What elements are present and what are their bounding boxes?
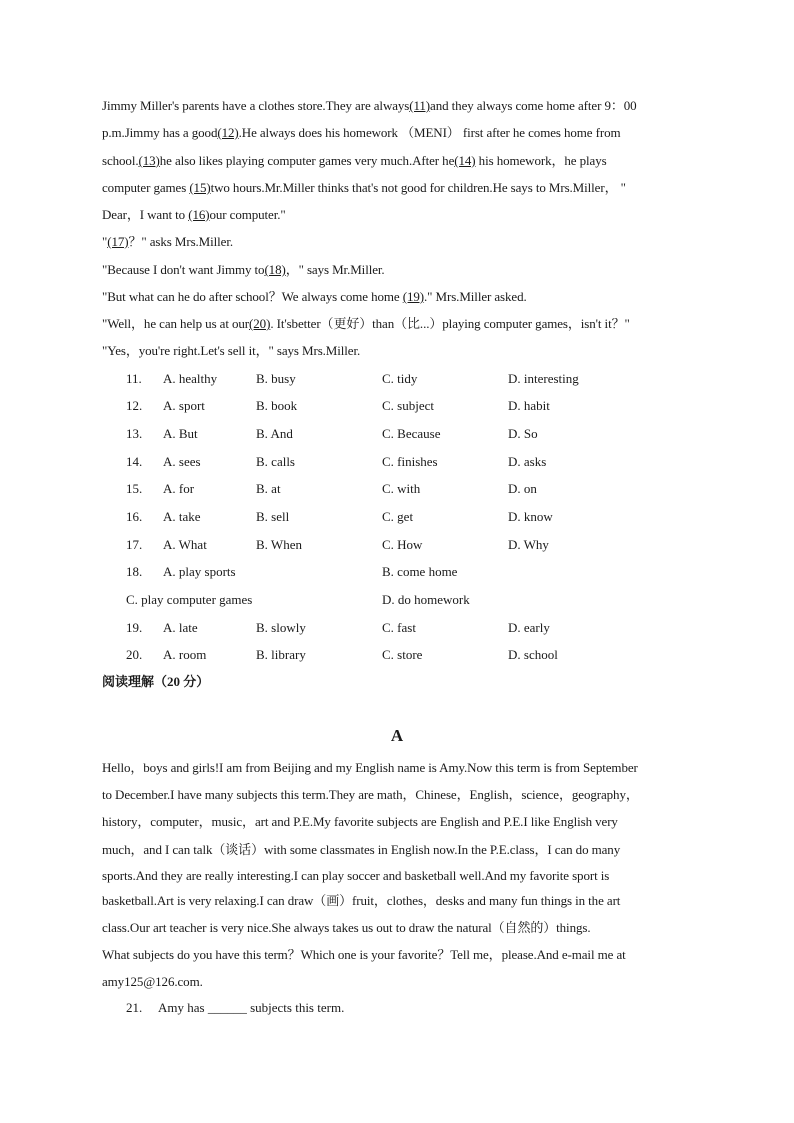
text: "Because I don't want Jimmy to <box>102 262 265 277</box>
text: "But what can he do after school？We always come home <box>102 289 403 304</box>
option-d: D. asks <box>508 454 547 469</box>
option-c: C. play computer games <box>126 592 253 607</box>
question-number: 13. <box>126 426 143 441</box>
reading-line: What subjects do you have this term？Which one is your favorite？Tell me，please.And e-mail me at <box>102 947 626 962</box>
question-number: 11. <box>126 371 142 386</box>
question-number: 14. <box>126 454 143 469</box>
option-c: C. fast <box>382 620 416 635</box>
option-a: A. room <box>163 647 207 662</box>
option-d: D. So <box>508 426 538 441</box>
passage-title: A <box>390 726 404 745</box>
option-b: B. sell <box>256 509 290 524</box>
option-d: D. know <box>508 509 553 524</box>
text: " <box>102 234 108 249</box>
option-b: B. And <box>256 426 293 441</box>
option-d: D. do homework <box>382 592 470 607</box>
passage-line-9 <box>102 316 630 332</box>
reading-line: history，computer，music，art and P.E.My favorite subjects are English and P.E.I like English very <box>102 814 618 829</box>
blank-16: (16) <box>188 207 210 222</box>
reading-line: amy125@126.com. <box>102 974 203 989</box>
blank-18: (18) <box>264 262 286 277</box>
reading-line: sports.And they are really interesting.I can play soccer and basketball well.And my favorite sport is <box>102 868 610 883</box>
question-21 <box>0 1000 794 1016</box>
question-number: 21. <box>126 1000 143 1015</box>
question-number: 16. <box>126 509 143 524</box>
option-b: B. book <box>256 398 298 413</box>
text: and they always come home after 9：00 <box>430 98 637 113</box>
passage-line-1 <box>102 98 637 114</box>
question-number: 18. <box>126 564 143 579</box>
text: "Well，he can help us at our <box>102 316 250 331</box>
option-a: A. for <box>163 481 195 496</box>
question-16 <box>0 509 794 525</box>
option-a: A. But <box>163 426 198 441</box>
option-d: D. school <box>508 647 558 662</box>
option-d: D. early <box>508 620 550 635</box>
text: two hours.Mr.Miller thinks that's not good for children.He says to Mrs.Miller， " <box>210 180 626 195</box>
option-c: C. get <box>382 509 414 524</box>
option-b: B. When <box>256 537 302 552</box>
option-a: A. healthy <box>163 371 218 386</box>
text: Dear，I want to <box>102 207 189 222</box>
option-c: C. with <box>382 481 421 496</box>
text: school. <box>102 153 139 168</box>
reading-line: Hello，boys and girls!I am from Beijing and my English name is Amy.Now this term is from September <box>102 760 638 775</box>
question-12 <box>0 398 794 414</box>
text: Jimmy Miller's parents have a clothes store.They are always <box>102 98 410 113</box>
text: our computer." <box>209 207 286 222</box>
option-a: A. What <box>163 537 207 552</box>
text: . It'sbetter（更好）than（比...）playing computer games，isn't it？" <box>270 316 630 331</box>
question-18 <box>0 564 794 580</box>
blank-11: (11) <box>409 98 431 113</box>
reading-line: class.Our art teacher is very nice.She always takes us out to draw the natural（自然的）things. <box>102 920 591 935</box>
question-number: 17. <box>126 537 143 552</box>
question-18-row-2 <box>0 592 794 608</box>
text: ，" says Mr.Miller. <box>285 262 385 277</box>
option-d: D. interesting <box>508 371 579 386</box>
question-number: 15. <box>126 481 143 496</box>
option-d: D. Why <box>508 537 549 552</box>
option-c: C. subject <box>382 398 434 413</box>
question-14 <box>0 454 794 470</box>
option-c: C. Because <box>382 426 441 441</box>
option-d: D. on <box>508 481 537 496</box>
text: computer games <box>102 180 190 195</box>
passage-line-7 <box>102 262 385 278</box>
option-c: C. store <box>382 647 423 662</box>
question-15 <box>0 481 794 497</box>
text: ？" asks Mrs.Miller. <box>128 234 234 249</box>
section-heading: 阅读理解（20 分） <box>102 674 210 689</box>
question-17 <box>0 537 794 553</box>
option-a: A. sees <box>163 454 201 469</box>
option-b: B. busy <box>256 371 296 386</box>
question-11 <box>0 371 794 387</box>
option-d: D. habit <box>508 398 550 413</box>
question-13 <box>0 426 794 442</box>
passage-line-10 <box>102 343 360 359</box>
reading-line: basketball.Art is very relaxing.I can draw（画）fruit，clothes，desks and many fun things in the art <box>102 893 621 908</box>
question-number: 19. <box>126 620 143 635</box>
passage-line-6 <box>102 234 233 250</box>
option-a: A. late <box>163 620 198 635</box>
question-number: 12. <box>126 398 143 413</box>
option-b: B. at <box>256 481 281 496</box>
text: p.m.Jimmy has a good <box>102 125 218 140</box>
text: his homework，he plays <box>475 153 607 168</box>
option-c: C. How <box>382 537 423 552</box>
question-20 <box>0 647 794 663</box>
option-c: C. tidy <box>382 371 418 386</box>
text: he also likes playing computer games very much.After he <box>159 153 455 168</box>
option-a: A. sport <box>163 398 205 413</box>
blank-17: (17) <box>107 234 129 249</box>
blank-15: (15) <box>189 180 211 195</box>
text: ." Mrs.Miller asked. <box>424 289 527 304</box>
passage-line-5 <box>102 207 286 223</box>
blank-14: (14) <box>454 153 476 168</box>
blank-19: (19) <box>402 289 425 304</box>
option-b: B. slowly <box>256 620 306 635</box>
question-text: Amy has ______ subjects this term. <box>158 1000 345 1015</box>
passage-line-2 <box>102 125 620 141</box>
option-b: B. calls <box>256 454 295 469</box>
option-a: A. take <box>163 509 201 524</box>
option-b: B. library <box>256 647 306 662</box>
passage-line-8 <box>102 289 527 305</box>
question-19 <box>0 620 794 636</box>
passage-line-4 <box>102 180 626 196</box>
passage-line-3 <box>102 153 607 169</box>
reading-line: to December.I have many subjects this term.They are math，Chinese，English，science，geography， <box>102 787 639 802</box>
reading-line: much，and I can talk（谈话）with some classmates in English now.In the P.E.class，I can do many <box>102 842 621 857</box>
blank-20: (20) <box>249 316 271 331</box>
option-c: C. finishes <box>382 454 438 469</box>
option-a: A. play sports <box>163 564 236 579</box>
text: "Yes，you're right.Let's sell it，" says Mrs.Miller. <box>102 343 361 358</box>
question-number: 20. <box>126 647 143 662</box>
text: .He always does his homework （MENI） first after he comes home from <box>238 125 621 140</box>
option-b: B. come home <box>382 564 458 579</box>
blank-13: (13) <box>138 153 160 168</box>
blank-12: (12) <box>217 125 239 140</box>
